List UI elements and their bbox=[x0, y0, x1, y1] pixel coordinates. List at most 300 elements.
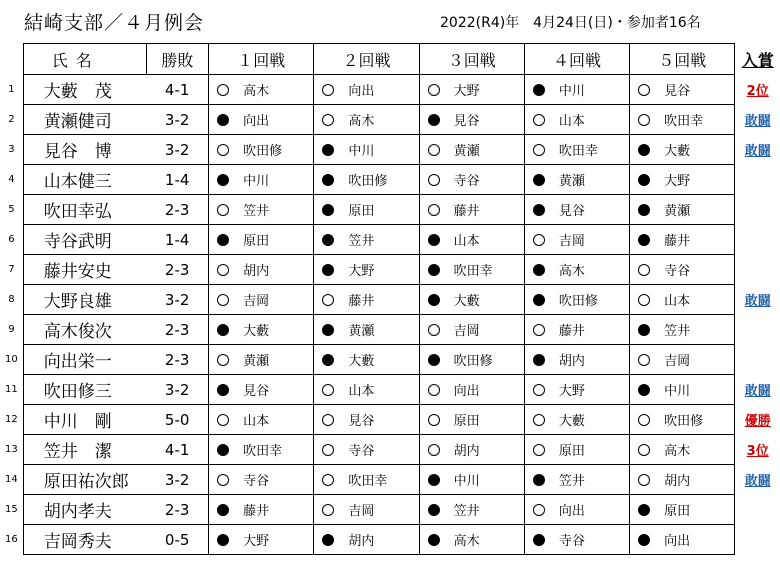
player-name: 吉岡秀夫 bbox=[23, 525, 146, 555]
round-5-result bbox=[630, 165, 735, 195]
opponent-name: 大野 bbox=[664, 174, 691, 189]
round-1-result bbox=[209, 345, 314, 375]
opponent-name: 吉岡 bbox=[453, 324, 480, 339]
player-name: 吹田修三 bbox=[23, 375, 146, 405]
opponent-name: 大藪 bbox=[558, 414, 585, 429]
player-number: 4 bbox=[8, 174, 15, 185]
opponent-name: 寺谷 bbox=[243, 474, 270, 489]
win-circle-icon bbox=[638, 354, 650, 366]
win-circle-icon bbox=[533, 324, 545, 336]
win-circle-icon bbox=[217, 354, 229, 366]
win-circle-icon bbox=[638, 84, 650, 96]
player-number: 3 bbox=[8, 144, 15, 155]
award-prize: 2位 bbox=[746, 84, 769, 99]
award-cell bbox=[735, 165, 780, 195]
loss-circle-icon bbox=[638, 174, 650, 186]
opponent-name: 笠井 bbox=[558, 474, 585, 489]
loss-circle-icon bbox=[428, 354, 440, 366]
round-3-result bbox=[419, 405, 524, 435]
round-2-result bbox=[314, 165, 419, 195]
award-fighting-spirit: 敢闘 bbox=[744, 294, 771, 309]
round-2-result bbox=[314, 255, 419, 285]
loss-circle-icon bbox=[533, 354, 545, 366]
opponent-name: 藤井 bbox=[453, 204, 480, 219]
player-name: 中川 剛 bbox=[23, 405, 146, 435]
header-round-3: ３回戦 bbox=[419, 44, 524, 75]
win-circle-icon bbox=[638, 414, 650, 426]
player-record: 3-2 bbox=[146, 105, 208, 135]
player-number: 16 bbox=[5, 534, 18, 545]
award-cell bbox=[735, 195, 780, 225]
round-1-result bbox=[209, 285, 314, 315]
round-1-result bbox=[209, 255, 314, 285]
player-row bbox=[0, 105, 780, 135]
round-4-result bbox=[524, 405, 629, 435]
win-circle-icon bbox=[533, 504, 545, 516]
round-1-result bbox=[209, 525, 314, 555]
loss-circle-icon bbox=[322, 534, 334, 546]
loss-circle-icon bbox=[217, 444, 229, 456]
header-record: 勝敗 bbox=[146, 44, 208, 75]
round-4-result bbox=[524, 345, 629, 375]
player-record: 3-2 bbox=[146, 375, 208, 405]
loss-circle-icon bbox=[638, 534, 650, 546]
opponent-name: 大藪 bbox=[664, 144, 691, 159]
round-5-result bbox=[630, 285, 735, 315]
loss-circle-icon bbox=[428, 504, 440, 516]
round-3-result bbox=[419, 375, 524, 405]
award-fighting-spirit: 敢闘 bbox=[744, 474, 771, 489]
event-info: 2022(R4)年 4月24日(日)・参加者16名 bbox=[440, 15, 701, 31]
player-number: 8 bbox=[8, 294, 15, 305]
round-5-result bbox=[630, 465, 735, 495]
award-cell bbox=[735, 255, 780, 285]
round-3-result bbox=[419, 435, 524, 465]
loss-circle-icon bbox=[428, 474, 440, 486]
opponent-name: 大野 bbox=[348, 264, 375, 279]
player-record: 1-4 bbox=[146, 225, 208, 255]
loss-circle-icon bbox=[533, 264, 545, 276]
header-num bbox=[0, 44, 23, 75]
win-circle-icon bbox=[638, 264, 650, 276]
header-name: 氏名 bbox=[23, 44, 146, 75]
round-4-result bbox=[524, 315, 629, 345]
header-row bbox=[0, 44, 780, 75]
player-number: 14 bbox=[5, 474, 18, 485]
opponent-name: 高木 bbox=[348, 114, 375, 129]
round-3-result bbox=[419, 75, 524, 105]
opponent-name: 高木 bbox=[558, 264, 585, 279]
opponent-name: 中川 bbox=[453, 474, 480, 489]
round-2-result bbox=[314, 525, 419, 555]
win-circle-icon bbox=[322, 294, 334, 306]
opponent-name: 藤井 bbox=[664, 234, 691, 249]
award-cell bbox=[735, 285, 780, 315]
round-2-result bbox=[314, 135, 419, 165]
opponent-name: 高木 bbox=[243, 84, 270, 99]
opponent-name: 原田 bbox=[558, 444, 585, 459]
player-name: 高木俊次 bbox=[23, 315, 146, 345]
player-name: 寺谷武明 bbox=[23, 225, 146, 255]
round-3-result bbox=[419, 525, 524, 555]
opponent-name: 吹田幸 bbox=[348, 474, 388, 489]
round-1-result bbox=[209, 375, 314, 405]
round-1-result bbox=[209, 165, 314, 195]
player-number: 2 bbox=[8, 114, 15, 125]
opponent-name: 中川 bbox=[664, 384, 691, 399]
opponent-name: 黄瀬 bbox=[243, 354, 270, 369]
opponent-name: 中川 bbox=[243, 174, 270, 189]
player-number: 1 bbox=[8, 84, 15, 95]
player-row bbox=[0, 525, 780, 555]
opponent-name: 原田 bbox=[243, 234, 270, 249]
opponent-name: 向出 bbox=[558, 504, 585, 519]
loss-circle-icon bbox=[638, 384, 650, 396]
opponent-name: 大野 bbox=[453, 84, 480, 99]
award-cell bbox=[735, 375, 780, 405]
loss-circle-icon bbox=[322, 144, 334, 156]
win-circle-icon bbox=[322, 414, 334, 426]
win-circle-icon bbox=[217, 474, 229, 486]
win-circle-icon bbox=[217, 144, 229, 156]
player-name: 藤井安史 bbox=[23, 255, 146, 285]
round-2-result bbox=[314, 315, 419, 345]
player-name: 大野良雄 bbox=[23, 285, 146, 315]
loss-circle-icon bbox=[428, 294, 440, 306]
round-4-result bbox=[524, 285, 629, 315]
player-name: 向出栄一 bbox=[23, 345, 146, 375]
round-1-result bbox=[209, 435, 314, 465]
opponent-name: 笠井 bbox=[664, 324, 691, 339]
loss-circle-icon bbox=[217, 114, 229, 126]
win-circle-icon bbox=[533, 444, 545, 456]
player-row bbox=[0, 225, 780, 255]
loss-circle-icon bbox=[322, 234, 334, 246]
round-2-result bbox=[314, 405, 419, 435]
loss-circle-icon bbox=[217, 234, 229, 246]
player-row bbox=[0, 495, 780, 525]
opponent-name: 吹田幸 bbox=[243, 444, 283, 459]
round-5-result bbox=[630, 345, 735, 375]
win-circle-icon bbox=[533, 144, 545, 156]
opponent-name: 黄瀬 bbox=[453, 144, 480, 159]
award-prize: 優勝 bbox=[744, 414, 771, 429]
opponent-name: 吉岡 bbox=[558, 234, 585, 249]
award-cell bbox=[735, 105, 780, 135]
player-record: 2-3 bbox=[146, 495, 208, 525]
opponent-name: 吹田修 bbox=[348, 174, 388, 189]
opponent-name: 笠井 bbox=[243, 204, 270, 219]
player-row bbox=[0, 375, 780, 405]
loss-circle-icon bbox=[533, 474, 545, 486]
win-circle-icon bbox=[428, 204, 440, 216]
loss-circle-icon bbox=[217, 324, 229, 336]
loss-circle-icon bbox=[217, 504, 229, 516]
round-1-result bbox=[209, 195, 314, 225]
win-circle-icon bbox=[638, 444, 650, 456]
win-circle-icon bbox=[322, 474, 334, 486]
round-3-result bbox=[419, 285, 524, 315]
opponent-name: 見谷 bbox=[453, 114, 480, 129]
opponent-name: 藤井 bbox=[348, 294, 375, 309]
loss-circle-icon bbox=[322, 204, 334, 216]
opponent-name: 山本 bbox=[348, 384, 375, 399]
win-circle-icon bbox=[322, 384, 334, 396]
loss-circle-icon bbox=[533, 174, 545, 186]
round-5-result bbox=[630, 225, 735, 255]
award-fighting-spirit: 敢闘 bbox=[744, 114, 771, 129]
round-5-result bbox=[630, 255, 735, 285]
round-4-result bbox=[524, 495, 629, 525]
player-row bbox=[0, 285, 780, 315]
opponent-name: 見谷 bbox=[243, 384, 270, 399]
win-circle-icon bbox=[428, 324, 440, 336]
player-number: 5 bbox=[8, 204, 15, 215]
win-circle-icon bbox=[428, 144, 440, 156]
loss-circle-icon bbox=[428, 114, 440, 126]
loss-circle-icon bbox=[638, 324, 650, 336]
win-circle-icon bbox=[428, 384, 440, 396]
round-4-result bbox=[524, 75, 629, 105]
player-name: 吹田幸弘 bbox=[23, 195, 146, 225]
player-name: 黄瀬健司 bbox=[23, 105, 146, 135]
loss-circle-icon bbox=[638, 504, 650, 516]
round-2-result bbox=[314, 375, 419, 405]
win-circle-icon bbox=[428, 414, 440, 426]
opponent-name: 向出 bbox=[664, 534, 691, 549]
win-circle-icon bbox=[638, 294, 650, 306]
loss-circle-icon bbox=[322, 324, 334, 336]
results-body bbox=[0, 75, 780, 555]
round-4-result bbox=[524, 105, 629, 135]
win-circle-icon bbox=[217, 414, 229, 426]
round-4-result bbox=[524, 375, 629, 405]
win-circle-icon bbox=[533, 384, 545, 396]
opponent-name: 吹田幸 bbox=[664, 114, 704, 129]
win-circle-icon bbox=[533, 114, 545, 126]
opponent-name: 黄瀬 bbox=[664, 204, 691, 219]
opponent-name: 吹田幸 bbox=[453, 264, 493, 279]
award-fighting-spirit: 敢闘 bbox=[744, 144, 771, 159]
loss-circle-icon bbox=[638, 144, 650, 156]
win-circle-icon bbox=[533, 234, 545, 246]
opponent-name: 山本 bbox=[453, 234, 480, 249]
player-record: 3-2 bbox=[146, 465, 208, 495]
round-4-result bbox=[524, 435, 629, 465]
round-5-result bbox=[630, 315, 735, 345]
opponent-name: 吹田修 bbox=[243, 144, 283, 159]
win-circle-icon bbox=[428, 84, 440, 96]
player-row bbox=[0, 435, 780, 465]
opponent-name: 中川 bbox=[558, 84, 585, 99]
opponent-name: 向出 bbox=[348, 84, 375, 99]
round-3-result bbox=[419, 495, 524, 525]
opponent-name: 大藪 bbox=[348, 354, 375, 369]
loss-circle-icon bbox=[322, 174, 334, 186]
player-number: 15 bbox=[5, 504, 18, 515]
round-1-result bbox=[209, 465, 314, 495]
win-circle-icon bbox=[428, 174, 440, 186]
win-circle-icon bbox=[322, 444, 334, 456]
opponent-name: 大藪 bbox=[243, 324, 270, 339]
opponent-name: 中川 bbox=[348, 144, 375, 159]
opponent-name: 原田 bbox=[348, 204, 375, 219]
win-circle-icon bbox=[217, 264, 229, 276]
player-record: 2-3 bbox=[146, 195, 208, 225]
loss-circle-icon bbox=[428, 264, 440, 276]
loss-circle-icon bbox=[638, 204, 650, 216]
round-1-result bbox=[209, 405, 314, 435]
round-4-result bbox=[524, 165, 629, 195]
round-2-result bbox=[314, 225, 419, 255]
round-5-result bbox=[630, 135, 735, 165]
header-round-1: １回戦 bbox=[209, 44, 314, 75]
win-circle-icon bbox=[428, 444, 440, 456]
round-1-result bbox=[209, 315, 314, 345]
opponent-name: 黄瀬 bbox=[348, 324, 375, 339]
loss-circle-icon bbox=[533, 294, 545, 306]
round-2-result bbox=[314, 495, 419, 525]
award-fighting-spirit: 敢闘 bbox=[744, 384, 771, 399]
opponent-name: 吹田幸 bbox=[558, 144, 598, 159]
round-1-result bbox=[209, 135, 314, 165]
round-4-result bbox=[524, 525, 629, 555]
player-row bbox=[0, 405, 780, 435]
round-3-result bbox=[419, 105, 524, 135]
player-record: 0-5 bbox=[146, 525, 208, 555]
opponent-name: 寺谷 bbox=[558, 534, 585, 549]
round-5-result bbox=[630, 495, 735, 525]
round-3-result bbox=[419, 255, 524, 285]
opponent-name: 山本 bbox=[558, 114, 585, 129]
award-cell bbox=[735, 345, 780, 375]
loss-circle-icon bbox=[217, 384, 229, 396]
round-1-result bbox=[209, 495, 314, 525]
opponent-name: 寺谷 bbox=[348, 444, 375, 459]
award-cell bbox=[735, 315, 780, 345]
player-record: 4-1 bbox=[146, 435, 208, 465]
opponent-name: 黄瀬 bbox=[558, 174, 585, 189]
round-5-result bbox=[630, 105, 735, 135]
opponent-name: 山本 bbox=[664, 294, 691, 309]
opponent-name: 吉岡 bbox=[243, 294, 270, 309]
round-3-result bbox=[419, 225, 524, 255]
round-1-result bbox=[209, 75, 314, 105]
opponent-name: 寺谷 bbox=[664, 264, 691, 279]
win-circle-icon bbox=[638, 474, 650, 486]
win-circle-icon bbox=[322, 504, 334, 516]
opponent-name: 藤井 bbox=[558, 324, 585, 339]
loss-circle-icon bbox=[217, 534, 229, 546]
player-record: 3-2 bbox=[146, 285, 208, 315]
round-1-result bbox=[209, 105, 314, 135]
round-4-result bbox=[524, 255, 629, 285]
opponent-name: 吉岡 bbox=[664, 354, 691, 369]
award-cell bbox=[735, 435, 780, 465]
round-2-result bbox=[314, 285, 419, 315]
win-circle-icon bbox=[217, 294, 229, 306]
opponent-name: 寺谷 bbox=[453, 174, 480, 189]
round-1-result bbox=[209, 225, 314, 255]
opponent-name: 吹田修 bbox=[664, 414, 704, 429]
loss-circle-icon bbox=[428, 534, 440, 546]
award-cell bbox=[735, 225, 780, 255]
round-2-result bbox=[314, 75, 419, 105]
player-number: 10 bbox=[5, 354, 18, 365]
player-row bbox=[0, 315, 780, 345]
opponent-name: 原田 bbox=[664, 504, 691, 519]
header-award: 入賞 bbox=[741, 50, 774, 70]
award-cell bbox=[735, 405, 780, 435]
player-number: 9 bbox=[8, 324, 15, 335]
win-circle-icon bbox=[322, 114, 334, 126]
opponent-name: 山本 bbox=[243, 414, 270, 429]
win-circle-icon bbox=[638, 114, 650, 126]
loss-circle-icon bbox=[322, 264, 334, 276]
round-2-result bbox=[314, 435, 419, 465]
opponent-name: 大藪 bbox=[453, 294, 480, 309]
award-cell bbox=[735, 525, 780, 555]
award-cell bbox=[735, 135, 780, 165]
round-5-result bbox=[630, 435, 735, 465]
opponent-name: 胡内 bbox=[348, 534, 375, 549]
opponent-name: 大野 bbox=[243, 534, 270, 549]
loss-circle-icon bbox=[428, 234, 440, 246]
opponent-name: 笠井 bbox=[453, 504, 480, 519]
page-title: 結崎支部／４月例会 bbox=[24, 12, 205, 34]
loss-circle-icon bbox=[217, 174, 229, 186]
award-cell bbox=[735, 465, 780, 495]
round-2-result bbox=[314, 105, 419, 135]
round-5-result bbox=[630, 195, 735, 225]
round-4-result bbox=[524, 135, 629, 165]
round-3-result bbox=[419, 345, 524, 375]
opponent-name: 見谷 bbox=[664, 84, 691, 99]
player-name: 山本健三 bbox=[23, 165, 146, 195]
round-2-result bbox=[314, 465, 419, 495]
opponent-name: 吹田修 bbox=[558, 294, 598, 309]
opponent-name: 見谷 bbox=[558, 204, 585, 219]
opponent-name: 高木 bbox=[453, 534, 480, 549]
player-row bbox=[0, 345, 780, 375]
round-3-result bbox=[419, 165, 524, 195]
opponent-name: 原田 bbox=[453, 414, 480, 429]
player-record: 4-1 bbox=[146, 75, 208, 105]
round-2-result bbox=[314, 345, 419, 375]
loss-circle-icon bbox=[533, 84, 545, 96]
opponent-name: 向出 bbox=[243, 114, 270, 129]
player-record: 2-3 bbox=[146, 345, 208, 375]
player-number: 11 bbox=[5, 384, 18, 395]
round-5-result bbox=[630, 75, 735, 105]
loss-circle-icon bbox=[533, 204, 545, 216]
opponent-name: 藤井 bbox=[243, 504, 270, 519]
award-cell bbox=[735, 495, 780, 525]
player-number: 12 bbox=[5, 414, 18, 425]
opponent-name: 胡内 bbox=[664, 474, 691, 489]
player-name: 原田祐次郎 bbox=[23, 465, 146, 495]
opponent-name: 大野 bbox=[558, 384, 585, 399]
player-name: 大藪 茂 bbox=[23, 75, 146, 105]
opponent-name: 見谷 bbox=[348, 414, 375, 429]
header-round-2: ２回戦 bbox=[314, 44, 419, 75]
player-number: 7 bbox=[8, 264, 15, 275]
round-4-result bbox=[524, 465, 629, 495]
round-3-result bbox=[419, 465, 524, 495]
opponent-name: 高木 bbox=[664, 444, 691, 459]
win-circle-icon bbox=[217, 204, 229, 216]
player-record: 2-3 bbox=[146, 315, 208, 345]
